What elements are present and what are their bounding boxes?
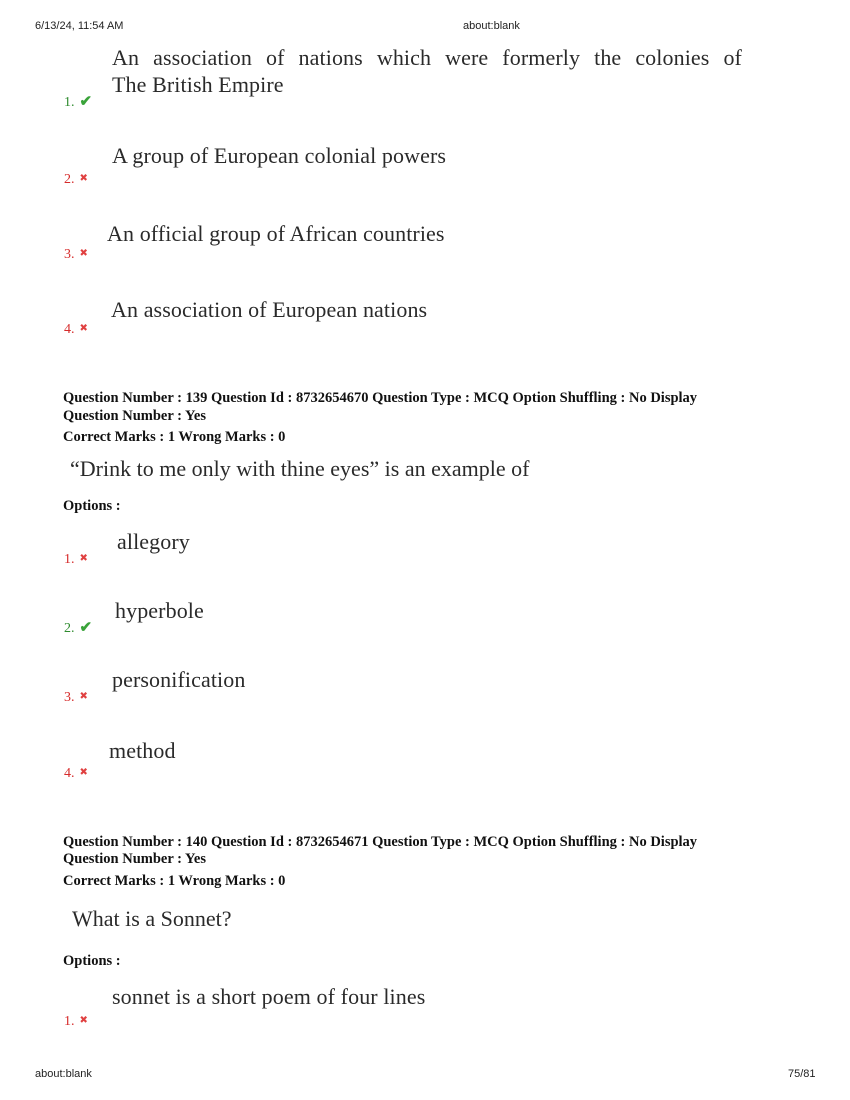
prev-option-2-text: A group of European colonial powers xyxy=(112,143,447,168)
cross-icon: ✖ xyxy=(79,553,88,564)
q139-option-3-number: 3. ✖ xyxy=(64,690,88,705)
prev-option-1-number: 1. ✔ xyxy=(64,94,93,110)
q140-marks: Correct Marks : 1 Wrong Marks : 0 xyxy=(63,873,286,889)
print-footer-url: about:blank xyxy=(35,1068,92,1080)
q139-option-2-text: hyperbole xyxy=(115,598,204,623)
q139-marks: Correct Marks : 1 Wrong Marks : 0 xyxy=(63,429,286,445)
q139-option-4-number: 4. ✖ xyxy=(64,766,88,781)
print-page-number: 75/81 xyxy=(788,1068,816,1080)
q139-meta-line2: Question Number : Yes xyxy=(63,408,206,424)
prev-option-1-line1: An association of nations which were formerly the colonies of xyxy=(112,45,742,70)
prev-option-3-text: An official group of African countries xyxy=(107,221,445,246)
q139-meta-line1: Question Number : 139 Question Id : 8732654670 Question Type : MCQ Option Shuffling : No Display xyxy=(63,390,698,406)
q139-option-2-number: 2. ✔ xyxy=(64,620,93,636)
prev-option-1-text xyxy=(112,44,742,98)
q140-question-text: What is a Sonnet? xyxy=(72,906,232,931)
q140-option-1-number: 1. ✖ xyxy=(64,1014,88,1029)
q140-options-label: Options : xyxy=(63,953,121,969)
q139-option-4-text: method xyxy=(109,738,176,763)
q139-option-3-text: personification xyxy=(112,667,246,692)
prev-option-3-number: 3. ✖ xyxy=(64,247,88,262)
print-page-title: about:blank xyxy=(463,20,520,32)
check-icon: ✔ xyxy=(79,94,93,110)
prev-option-1-line2: The British Empire xyxy=(112,72,284,97)
q140-meta-line2: Question Number : Yes xyxy=(63,851,206,867)
q140-meta-line1: Question Number : 140 Question Id : 8732654671 Question Type : MCQ Option Shuffling : No Display xyxy=(63,834,698,850)
cross-icon: ✖ xyxy=(79,248,88,259)
prev-option-4-number: 4. ✖ xyxy=(64,322,88,337)
cross-icon: ✖ xyxy=(79,1015,88,1026)
cross-icon: ✖ xyxy=(79,173,88,184)
check-icon: ✔ xyxy=(79,620,93,636)
q139-question-text: “Drink to me only with thine eyes” is an example of xyxy=(70,456,530,481)
print-datetime: 6/13/24, 11:54 AM xyxy=(35,20,124,32)
cross-icon: ✖ xyxy=(79,691,88,702)
prev-option-4-text: An association of European nations xyxy=(111,297,428,322)
q139-option-1-text: allegory xyxy=(117,529,190,554)
cross-icon: ✖ xyxy=(79,767,88,778)
q140-option-1-text: sonnet is a short poem of four lines xyxy=(112,984,426,1009)
prev-option-2-number: 2. ✖ xyxy=(64,172,88,187)
q139-option-1-number: 1. ✖ xyxy=(64,552,88,567)
q139-options-label: Options : xyxy=(63,498,121,514)
cross-icon: ✖ xyxy=(79,323,88,334)
